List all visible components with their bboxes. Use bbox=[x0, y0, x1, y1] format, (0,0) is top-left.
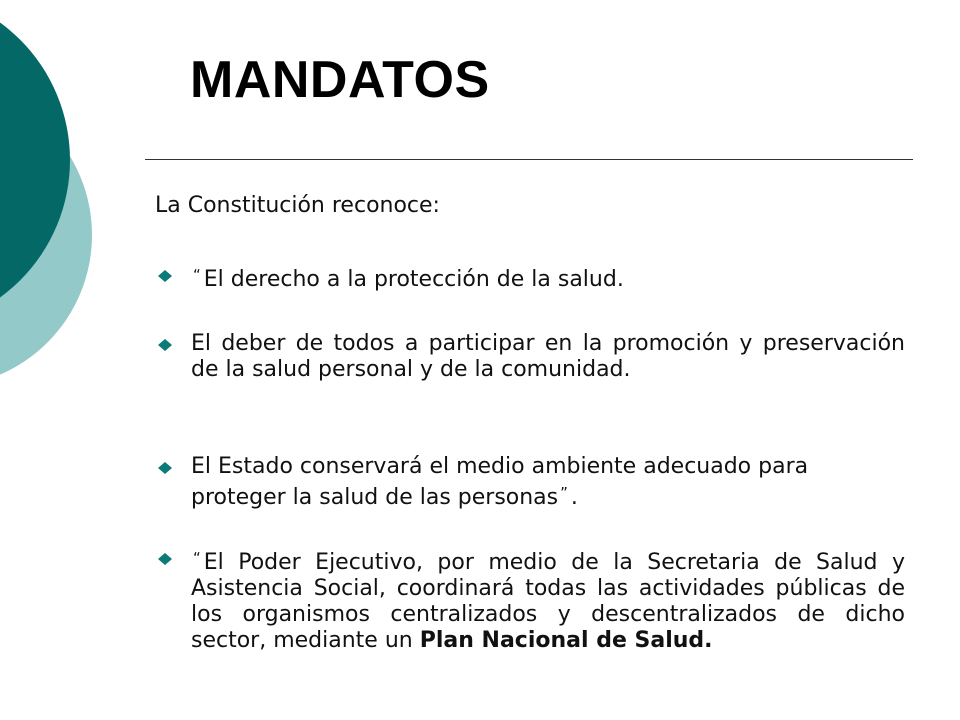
bullet-item bbox=[155, 454, 905, 511]
bullet-text: “ El derecho a la protección de la salud. bbox=[193, 266, 624, 292]
square-checkbox-icon bbox=[157, 269, 173, 283]
square-checkbox-icon bbox=[157, 461, 173, 475]
bullet-item bbox=[155, 262, 905, 293]
bullet-item bbox=[155, 331, 905, 383]
slide-title: MANDATOS bbox=[190, 51, 490, 109]
decorative-circles bbox=[0, 0, 120, 420]
bullet-text: El deber de todos a participar en la promoción y preservación de la salud personal y de la comunidad. bbox=[191, 331, 905, 382]
intro-text: La Constitución reconoce: bbox=[155, 193, 440, 218]
title-divider bbox=[145, 159, 913, 160]
bullet-item bbox=[155, 545, 905, 654]
square-checkbox-icon bbox=[157, 552, 173, 566]
plan-nacional-emphasis: Plan Nacional de Salud. bbox=[419, 628, 713, 653]
bullet-text: “ El Poder Ejecutivo, por medio de la Secretaria de Salud y Asistencia Social, coordinará todas las actividades públicas de los organismos centralizados y descentralizados de dicho sector, mediante un Plan Nacional de Salud. bbox=[191, 549, 905, 653]
bullet-text: El Estado conservará el medio ambiente adecuado para proteger la salud de las personas ” . bbox=[191, 454, 809, 510]
square-checkbox-icon bbox=[157, 338, 173, 352]
